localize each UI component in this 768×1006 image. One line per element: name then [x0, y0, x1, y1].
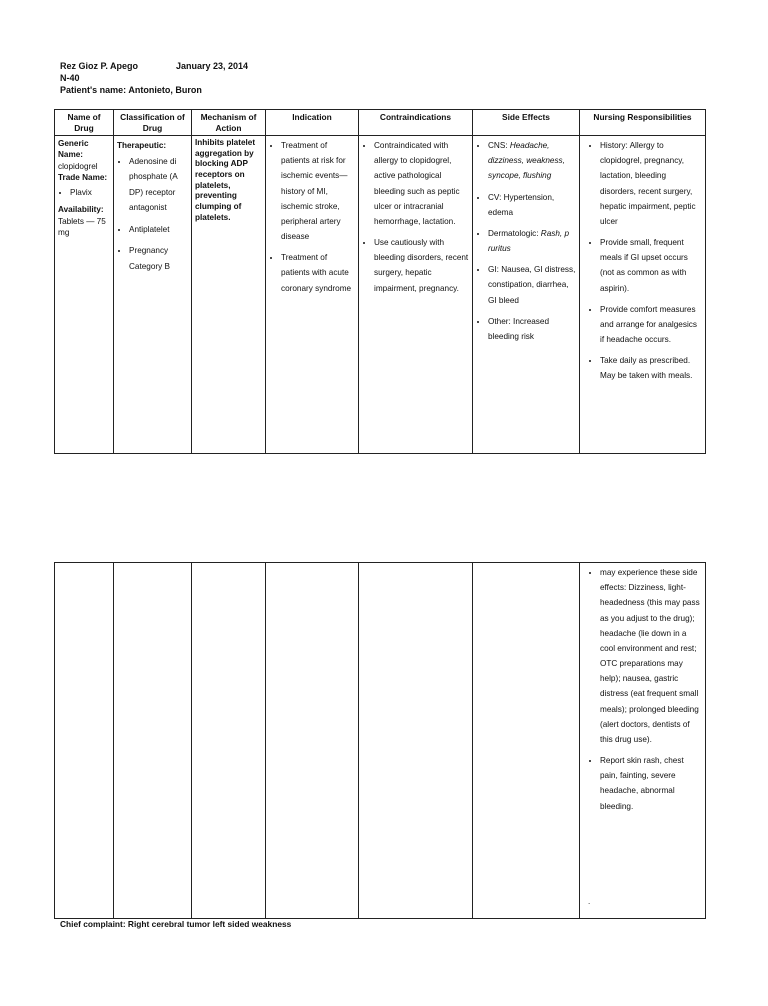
cell-mechanism: Inhibits platelet aggregation by blocking ADP receptors on platelets, preventing clumping of platelets.: [192, 136, 266, 454]
cell-nursing: [580, 136, 706, 454]
empty-cell: [473, 563, 580, 919]
nursing-item: • Provide comfort measures and arrange for analgesics if headache occurs.: [600, 302, 702, 348]
classification-item: • Adenosine di phosphate (A DP) receptor antagonist: [129, 154, 188, 216]
indication-item: • Treatment of patients at risk for ischemic events—history of MI, ischemic stroke, peripheral artery disease: [281, 138, 355, 244]
col-header-side-effects: Side Effects: [473, 110, 580, 136]
col-header-nursing: Nursing Responsibilities: [580, 110, 706, 136]
cell-classification: [114, 136, 192, 454]
side-effect-item: • CNS: Headache, dizziness, weakness, syncope, flushing: [488, 138, 576, 184]
drug-study-table-continued: [54, 562, 706, 919]
classification-item: • Pregnancy Category B: [129, 243, 188, 274]
nursing-item: • History: Allergy to clopidogrel, pregnancy, lactation, bleeding disorders, recent surgery, hepatic impairment, peptic ulcer: [600, 138, 702, 229]
drug-study-table: [54, 109, 706, 454]
document-date: January 23, 2014: [176, 61, 249, 71]
availability-value: Tablets — 75 mg: [58, 216, 106, 238]
author-name: Rez Gioz P. Apego: [60, 61, 139, 71]
cell-side-effects: [473, 136, 580, 454]
trade-name: • Plavix: [70, 187, 110, 198]
chief-complaint: Chief complaint: Right cerebral tumor left sided weakness: [60, 919, 292, 929]
contraindication-item: • Use cautiously with bleeding disorders, recent surgery, hepatic impairment, pregnancy.: [374, 235, 469, 296]
contraindication-item: • Contraindicated with allergy to clopidogrel, active pathological bleeding such as peptic ulcer or intracranial hemorrhage, lactation.: [374, 138, 469, 229]
col-header-contraindications: Contraindications: [359, 110, 473, 136]
col-header-name: Name of Drug: [55, 110, 114, 136]
nursing-item: • Take daily as prescribed. May be taken with meals.: [600, 353, 702, 383]
trade-label: Trade Name:: [58, 173, 108, 183]
availability-label: Availability:: [58, 205, 104, 215]
col-header-mechanism: Mechanism of Action: [192, 110, 266, 136]
empty-cell: [192, 563, 266, 919]
col-header-indication: Indication: [266, 110, 359, 136]
therapeutic-label: Therapeutic:: [117, 141, 167, 150]
nursing-item: • Report skin rash, chest pain, fainting, severe headache, abnormal bleeding.: [600, 753, 702, 814]
side-effect-item: • GI: Nausea, GI distress, constipation, diarrhea, GI bleed: [488, 262, 576, 308]
nursing-item: • Provide small, frequent meals if GI upset occurs (not as common as with aspirin).: [600, 235, 702, 296]
empty-cell: [114, 563, 192, 919]
empty-cell: [359, 563, 473, 919]
side-effect-item: • CV: Hypertension, edema: [488, 190, 576, 220]
ward-code: N-40: [60, 73, 80, 83]
patient-name: Patient's name: Antonieto, Buron: [60, 85, 202, 95]
classification-item: • Antiplatelet: [129, 222, 188, 238]
generic-label: Generic Name:: [58, 139, 89, 160]
nursing-item: • may experience these side effects: Dizziness, light-headedness (this may pass as you adjust to the drug); headache (lie down in a cool environment and rest; OTC preparations may help); nausea, gastric distress (eat frequent small meals); prolonged bleeding (alert doctors, dentists of this drug use).: [600, 565, 702, 747]
cell-nursing-continued: [580, 563, 706, 919]
cell-drug-name: [55, 136, 114, 454]
trailing-mark: .: [588, 897, 591, 906]
cell-indication: [266, 136, 359, 454]
empty-cell: [266, 563, 359, 919]
side-effect-item: • Dermatologic: Rash, p ruritus: [488, 226, 576, 256]
cell-contraindications: [359, 136, 473, 454]
generic-name: clopidogrel: [58, 161, 98, 171]
empty-cell: [55, 563, 114, 919]
indication-item: • Treatment of patients with acute coronary syndrome: [281, 250, 355, 296]
col-header-classification: Classification of Drug: [114, 110, 192, 136]
side-effect-item: • Other: Increased bleeding risk: [488, 314, 576, 344]
